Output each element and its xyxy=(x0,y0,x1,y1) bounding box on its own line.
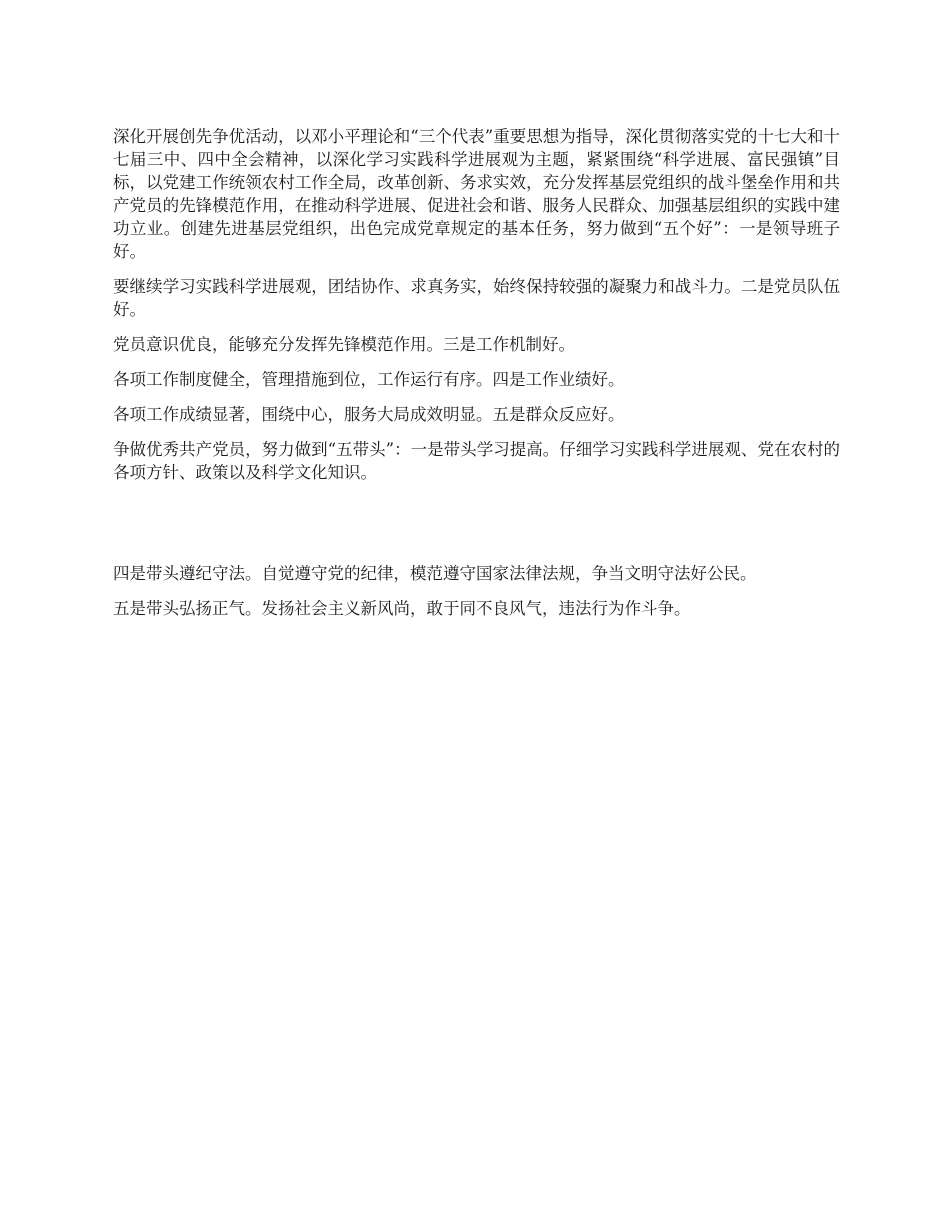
paragraph-1: 深化开展创先争优活动，以邓小平理论和“三个代表”重要思想为指导，深化贯彻落实党的十七大和十七届三中、四中全会精神，以深化学习实践科学进展观为主题，紧紧围绕“科学进展、富民强镇”目标，以党建工作统领农村工作全局，改革创新、务求实效，充分发挥基层党组织的战斗堡垒作用和共产党员的先锋模范作用，在推动科学进展、促进社会和谐、服务人民群众、加强基层组织的实践中建功立业。创建先进基层党组织，出色完成党章规定的基本任务，努力做到“五个好”：一是领导班子好。 xyxy=(113,127,840,261)
paragraph-5: 各项工作成绩显著，围绕中心，服务大局成效明显。五是群众反应好。 xyxy=(113,405,625,424)
document-body xyxy=(113,125,840,632)
paragraph-7: 四是带头遵纪守法。自觉遵守党的纪律，模范遵守国家法律法规，争当文明守法好公民。 xyxy=(113,564,757,583)
paragraph-6: 争做优秀共产党员，努力做到“五带头”：一是带头学习提高。仔细学习实践科学进展观、党在农村的各项方针、政策以及科学文化知识。 xyxy=(113,440,840,482)
paragraph-8: 五是带头弘扬正气。发扬社会主义新风尚，敢于同不良风气，违法行为作斗争。 xyxy=(113,599,691,618)
paragraph-3: 党员意识优良，能够充分发挥先锋模范作用。三是工作机制好。 xyxy=(113,335,575,354)
paragraph-2: 要继续学习实践科学进展观，团结协作、求真务实，始终保持较强的凝聚力和战斗力。二是党员队伍好。 xyxy=(113,277,840,319)
blank-gap xyxy=(113,496,840,562)
paragraph-4: 各项工作制度健全，管理措施到位，工作运行有序。四是工作业绩好。 xyxy=(113,370,625,389)
